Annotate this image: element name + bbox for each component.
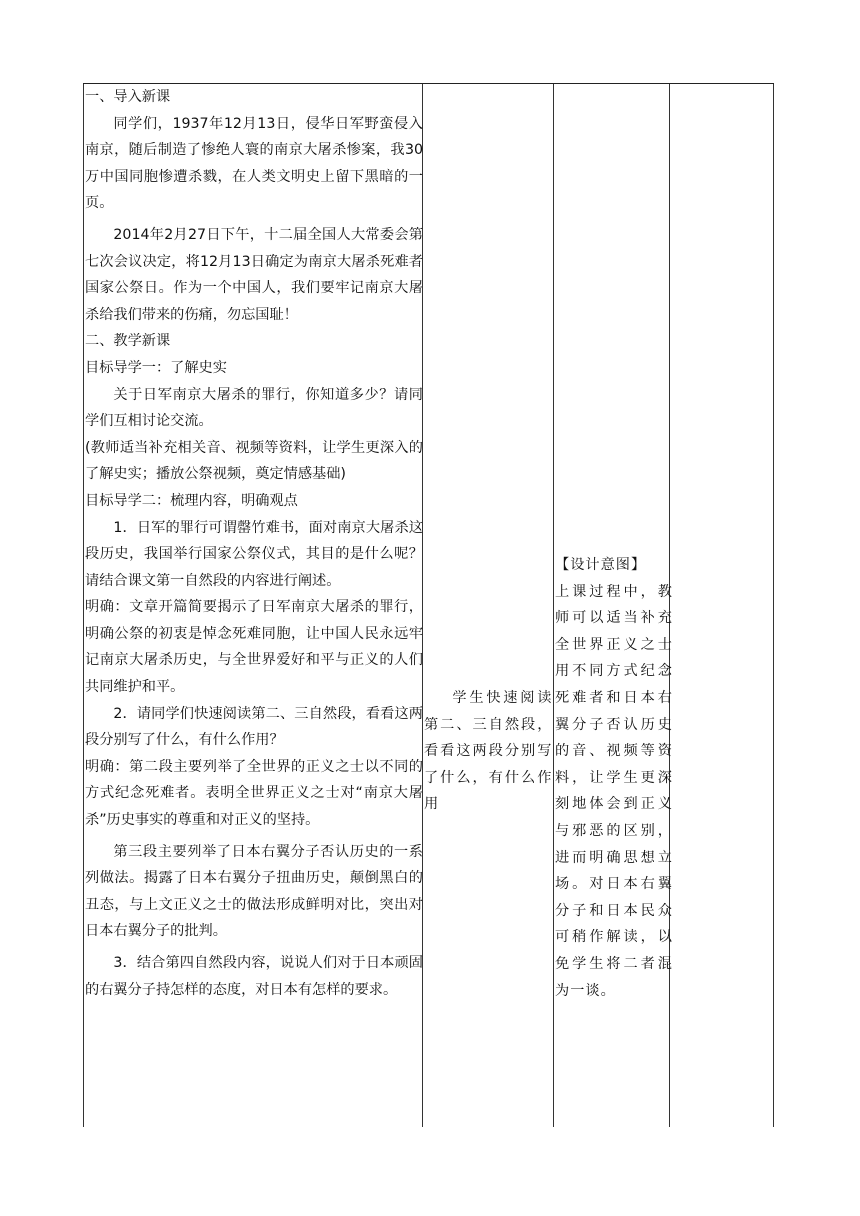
design-intent-column [555,552,673,1004]
question-1: 1．日军的罪行可谓罄竹难书，面对南京大屠杀这段历史，我国举行国家公祭仪式，其目的是什么呢？请结合课文第一自然段的内容进行阐述。 [85,519,423,589]
teaching-content-column [85,84,423,1003]
intro-paragraph-2: 2014年2月27日下午，十二届全国人大常委会第七次会议决定，将12月13日确定为南京大屠杀死难者国家公祭日。作为一个中国人，我们要牢记南京大屠杀给我们带来的伤痛，勿忘国耻！ [85,226,423,323]
goal-heading-1: 目标导学一：了解史实 [85,359,227,376]
intro-paragraph-1: 同学们，1937年12月13日，侵华日军野蛮侵入南京，随后制造了惨绝人寰的南京大屠杀惨案，我30万中国同胞惨遭杀戮，在人类文明史上留下黑暗的一页。 [85,115,423,212]
student-activity-column [424,685,552,818]
design-intent-title: 【设计意图】 [555,557,647,573]
section-heading-intro: 一、导入新课 [85,89,171,105]
question-2: 2．请同学们快速阅读第二、三自然段，看看这两段分别写了什么，有什么作用？ [85,705,423,749]
section-heading-new-lesson: 二、教学新课 [85,333,171,350]
student-activity-text: 学生快速阅读第二、三自然段，看看这两段分别写了什么，有什么作用 [424,690,552,813]
teacher-note: (教师适当补充相关音、视频等资料，让学生更深入的了解史实；播放公祭视频，奠定情感基础) [85,439,423,483]
question-3: 3．结合第四自然段内容，说说人们对于日本顽固的右翼分子持怎样的态度，对日本有怎样的要求。 [85,955,423,998]
answer-1: 明确：文章开篇简要揭示了日军南京大屠杀的罪行，明确公祭的初衷是悼念死难同胞，让中国人民永远牢记南京大屠杀历史，与全世界爱好和平与正义的人们共同维护和平。 [85,599,423,696]
table-right-border [773,84,774,1127]
answer-3: 第三段主要列举了日本右翼分子否认历史的一系列做法。揭露了日本右翼分子扭曲历史，颠倒黑白的丑态，与上文正义之士的做法形成鲜明对比，突出对日本右翼分子的批判。 [85,843,423,940]
design-intent-text: 上课过程中，教师可以适当补充全世界正义之士用不同方式纪念死难者和日本右翼分子否认历史的音、视频等资料，让学生更深刻地体会到正义与邪恶的区别，进而明确思想立场。对日本右翼分子和日本民众可稍作解读，以免学生将二者混为一谈。 [555,583,673,999]
table-left-border [83,84,84,1127]
answer-2: 明确：第二段主要列举了全世界的正义之士以不同的方式纪念死难者。表明全世界正义之士对“南京大屠杀”历史事实的尊重和对正义的坚持。 [85,758,423,829]
goal-heading-2: 目标导学二：梳理内容，明确观点 [85,492,298,509]
column-divider-2 [553,84,554,1127]
discussion-prompt: 关于日军南京大屠杀的罪行，你知道多少？请同学们互相讨论交流。 [85,386,423,430]
lesson-plan-table [83,83,774,1127]
